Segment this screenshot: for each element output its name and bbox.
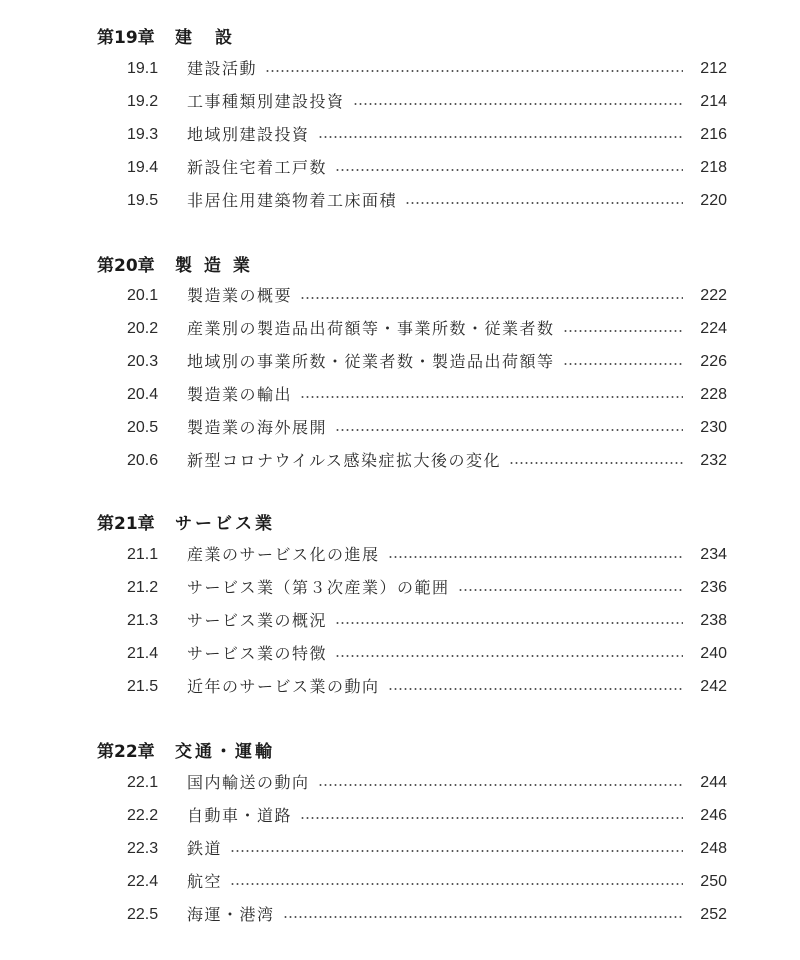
chapter-title: 交通・運輸	[175, 742, 275, 762]
dot-leader	[318, 136, 683, 138]
page-number: 228	[700, 386, 727, 403]
dot-leader	[353, 103, 683, 105]
entry-title: 近年のサービス業の動向	[187, 677, 380, 696]
toc-entry[interactable]	[0, 122, 800, 148]
page-number: 248	[700, 840, 727, 857]
entry-title: 国内輸送の動向	[187, 773, 310, 792]
dot-leader	[265, 70, 683, 72]
entry-number: 20.2	[127, 320, 159, 337]
toc-entry[interactable]	[0, 188, 800, 214]
entry-line	[187, 415, 727, 441]
page-number: 246	[700, 807, 727, 824]
dot-leader	[230, 883, 683, 885]
entry-title: 航空	[187, 872, 223, 891]
entry-line	[187, 869, 727, 895]
entry-line	[187, 56, 727, 82]
entry-number: 22.2	[127, 807, 159, 824]
entry-title: 製造業の概要	[187, 286, 293, 305]
entry-line	[187, 608, 727, 634]
dot-leader	[388, 688, 683, 690]
page-number: 216	[700, 126, 727, 143]
entry-line	[187, 770, 727, 796]
page-number: 238	[700, 612, 727, 629]
entry-title: 工事種類別建設投資	[187, 92, 345, 111]
chapter-number: 第22章	[97, 742, 155, 762]
entry-number: 21.3	[127, 612, 159, 629]
entry-line	[187, 155, 727, 181]
dot-leader	[405, 202, 683, 204]
entry-line	[187, 575, 727, 601]
page-number: 220	[700, 192, 727, 209]
toc-entry[interactable]	[0, 575, 800, 601]
entry-title: 鉄道	[187, 839, 223, 858]
entry-number: 21.4	[127, 645, 159, 662]
page-number: 234	[700, 546, 727, 563]
chapter-number: 第21章	[97, 514, 155, 534]
page-number: 222	[700, 287, 727, 304]
entry-line	[187, 836, 727, 862]
entry-line	[187, 89, 727, 115]
toc-entry[interactable]	[0, 674, 800, 700]
entry-line	[187, 542, 727, 568]
chapter-number: 第20章	[97, 256, 155, 276]
entry-title: 産業別の製造品出荷額等・事業所数・従業者数	[187, 319, 555, 338]
entry-line	[187, 803, 727, 829]
entry-title: サービス業の概況	[187, 611, 328, 630]
toc-entry[interactable]	[0, 448, 800, 474]
dot-leader	[300, 817, 683, 819]
page-number: 224	[700, 320, 727, 337]
toc-entry[interactable]	[0, 641, 800, 667]
page-number: 236	[700, 579, 727, 596]
entry-number: 21.2	[127, 579, 159, 596]
entry-number: 21.5	[127, 678, 159, 695]
dot-leader	[509, 462, 683, 464]
page-number: 240	[700, 645, 727, 662]
dot-leader	[335, 655, 683, 657]
toc-entry[interactable]	[0, 836, 800, 862]
dot-leader	[283, 916, 683, 918]
entry-title: 建設活動	[187, 59, 258, 78]
entry-line	[187, 641, 727, 667]
dot-leader	[335, 169, 683, 171]
chapter-title: 建 設	[175, 28, 235, 48]
entry-line	[187, 349, 727, 375]
dot-leader	[230, 850, 683, 852]
entry-number: 20.1	[127, 287, 159, 304]
entry-number: 19.5	[127, 192, 159, 209]
dot-leader	[335, 429, 683, 431]
toc-entry[interactable]	[0, 316, 800, 342]
entry-title: 新設住宅着工戸数	[187, 158, 328, 177]
entry-line	[187, 902, 727, 928]
dot-leader	[335, 622, 683, 624]
entry-title: サービス業の特徴	[187, 644, 328, 663]
chapter-heading	[97, 740, 275, 764]
page-number: 226	[700, 353, 727, 370]
entry-number: 22.4	[127, 873, 159, 890]
entry-number: 20.5	[127, 419, 159, 436]
page-number: 244	[700, 774, 727, 791]
entry-title: 製造業の輸出	[187, 385, 293, 404]
entry-number: 22.3	[127, 840, 159, 857]
page-number: 252	[700, 906, 727, 923]
entry-title: 製造業の海外展開	[187, 418, 328, 437]
dot-leader	[300, 297, 683, 299]
entry-line	[187, 283, 727, 309]
entry-number: 19.3	[127, 126, 159, 143]
entry-number: 22.5	[127, 906, 159, 923]
toc-entry[interactable]	[0, 155, 800, 181]
toc-entry[interactable]	[0, 803, 800, 829]
dot-leader	[563, 363, 683, 365]
entry-line	[187, 316, 727, 342]
page-number: 230	[700, 419, 727, 436]
chapter-heading	[97, 26, 235, 50]
dot-leader	[563, 330, 683, 332]
toc-entry[interactable]	[0, 542, 800, 568]
entry-line	[187, 382, 727, 408]
toc-entry[interactable]	[0, 770, 800, 796]
entry-number: 20.6	[127, 452, 159, 469]
toc-entry[interactable]	[0, 608, 800, 634]
entry-title: 地域別建設投資	[187, 125, 310, 144]
entry-title: サービス業（第３次産業）の範囲	[187, 578, 450, 597]
chapter-heading	[97, 512, 275, 536]
entry-title: 地域別の事業所数・従業者数・製造品出荷額等	[187, 352, 555, 371]
entry-number: 22.1	[127, 774, 159, 791]
chapter-title: 製 造 業	[175, 256, 253, 276]
entry-title: 産業のサービス化の進展	[187, 545, 380, 564]
page-number: 212	[700, 60, 727, 77]
entry-title: 新型コロナウイルス感染症拡大後の変化	[187, 451, 502, 470]
entry-line	[187, 448, 727, 474]
chapter-heading	[97, 254, 253, 278]
entry-number: 20.4	[127, 386, 159, 403]
toc-entry[interactable]	[0, 902, 800, 928]
entry-title: 自動車・道路	[187, 806, 293, 825]
entry-number: 19.1	[127, 60, 159, 77]
dot-leader	[318, 784, 683, 786]
entry-line	[187, 188, 727, 214]
entry-title: 海運・港湾	[187, 905, 275, 924]
page-number: 214	[700, 93, 727, 110]
dot-leader	[458, 589, 683, 591]
page-number: 218	[700, 159, 727, 176]
toc-entry[interactable]	[0, 869, 800, 895]
dot-leader	[388, 556, 683, 558]
page-number: 250	[700, 873, 727, 890]
chapter-title: サービス業	[175, 514, 275, 534]
page-number: 242	[700, 678, 727, 695]
chapter-number: 第19章	[97, 28, 155, 48]
entry-number: 21.1	[127, 546, 159, 563]
entry-line	[187, 674, 727, 700]
toc-entry[interactable]	[0, 382, 800, 408]
toc-entry[interactable]	[0, 56, 800, 82]
toc-entry[interactable]	[0, 415, 800, 441]
entry-number: 19.2	[127, 93, 159, 110]
entry-title: 非居住用建築物着工床面積	[187, 191, 398, 210]
toc-entry[interactable]	[0, 283, 800, 309]
page-number: 232	[700, 452, 727, 469]
toc-entry[interactable]	[0, 349, 800, 375]
entry-number: 20.3	[127, 353, 159, 370]
dot-leader	[300, 396, 683, 398]
entry-number: 19.4	[127, 159, 159, 176]
entry-line	[187, 122, 727, 148]
toc-entry[interactable]	[0, 89, 800, 115]
